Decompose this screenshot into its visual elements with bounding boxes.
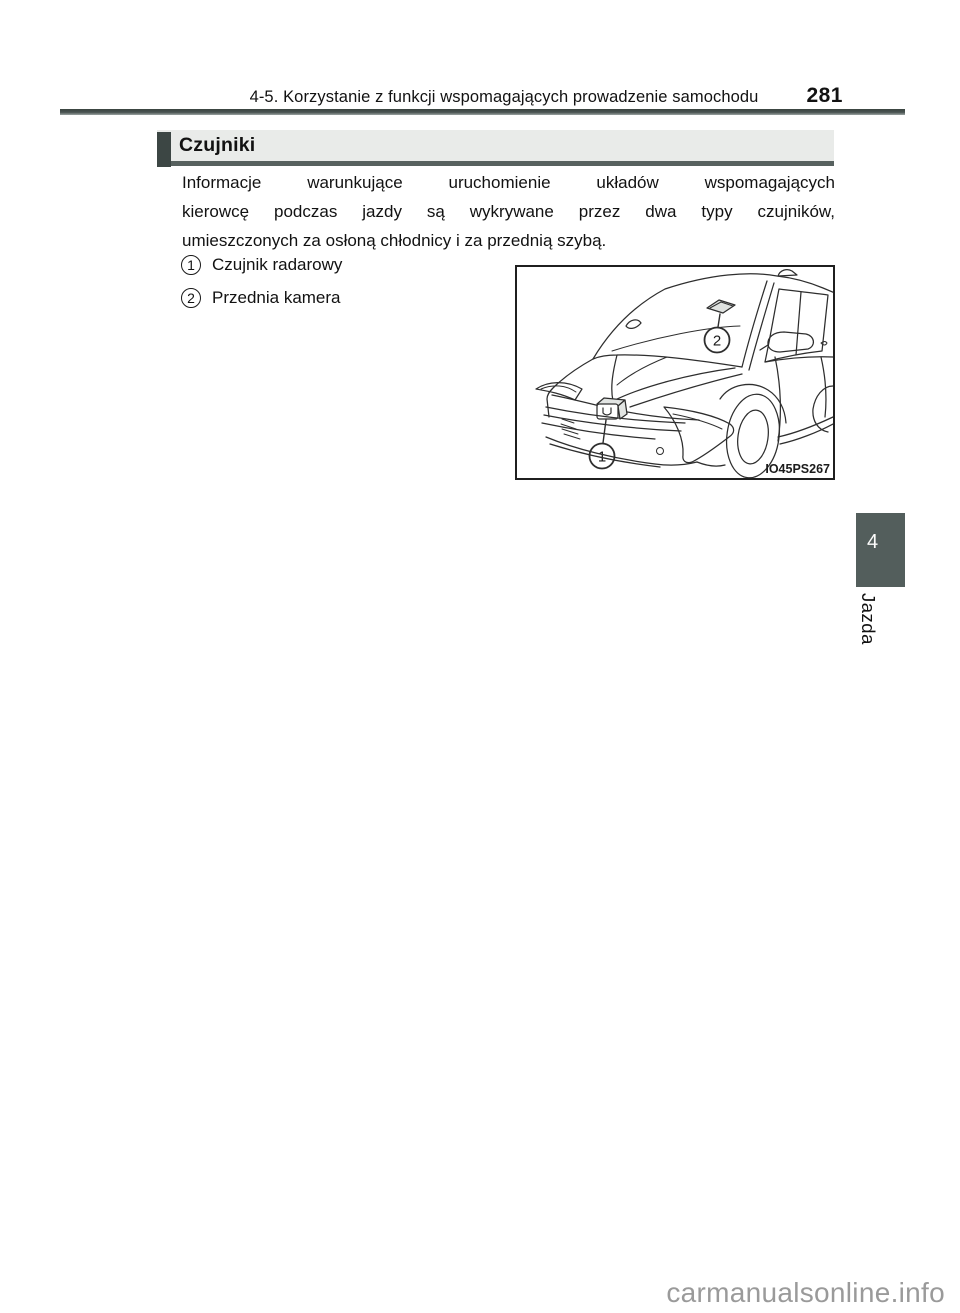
legend-item-camera (181, 287, 342, 309)
header-rule (60, 109, 905, 115)
chapter-number: 4 (867, 531, 879, 553)
callout-1-number: 1 (597, 448, 607, 466)
rear-door-line (821, 357, 826, 417)
circled-number-icon: 1 (181, 255, 201, 275)
figure-frame (515, 265, 835, 480)
page-number: 281 (806, 84, 843, 107)
hood-crease (617, 357, 667, 385)
paragraph-line: umieszczonych za osłoną chłodnicy i za przednią szybą. (182, 231, 607, 250)
callout-2-leader (718, 314, 720, 327)
watermark: carmanualsonline.info (666, 1277, 945, 1308)
hood-crease (630, 374, 742, 407)
page-header (60, 84, 843, 108)
antenna-fin-icon (778, 270, 797, 276)
right-headlight-detail (673, 414, 722, 429)
legend-label: Czujnik radarowy (212, 255, 343, 274)
front-rim (734, 408, 771, 466)
car-illustration (517, 267, 833, 478)
door-mirror-icon (768, 332, 814, 352)
front-wheel-arch (720, 384, 786, 423)
legend-list (181, 254, 342, 320)
right-headlight-icon (664, 407, 734, 463)
mirror-stalk (760, 345, 768, 350)
figure-code: IO45PS267 (765, 462, 830, 476)
paragraph-line: Informacje warunkujące uruchomienie układów wspomagających (182, 173, 835, 192)
circled-number-icon: 2 (181, 288, 201, 308)
section-heading-accent-bar (157, 132, 171, 167)
legend-label: Przednia kamera (212, 288, 341, 307)
door-handle-icon (821, 342, 827, 346)
bumper-corner (697, 462, 725, 466)
left-mirror-icon (626, 320, 641, 329)
chapter-label: Jazda (858, 593, 879, 645)
paragraph-line: kierowcę podczas jazdy są wykrywane przez dwa typy czujników, (182, 202, 835, 221)
a-pillar (742, 281, 767, 367)
chapter-tab (856, 513, 905, 587)
legend-item-radar (181, 254, 342, 276)
callout-1-leader (603, 420, 606, 443)
section-heading (157, 130, 834, 166)
hood-crease (613, 368, 735, 401)
body-paragraph (182, 168, 835, 255)
callout-2-number: 2 (712, 332, 722, 350)
section-title: Czujniki (179, 134, 256, 156)
bumper-slat (542, 423, 655, 439)
parking-sensor-icon (657, 448, 664, 455)
breadcrumb: 4-5. Korzystanie z funkcji wspomagających prowadzenie samochodu (249, 88, 759, 106)
b-pillar (796, 292, 801, 355)
hood-crease (612, 355, 617, 401)
